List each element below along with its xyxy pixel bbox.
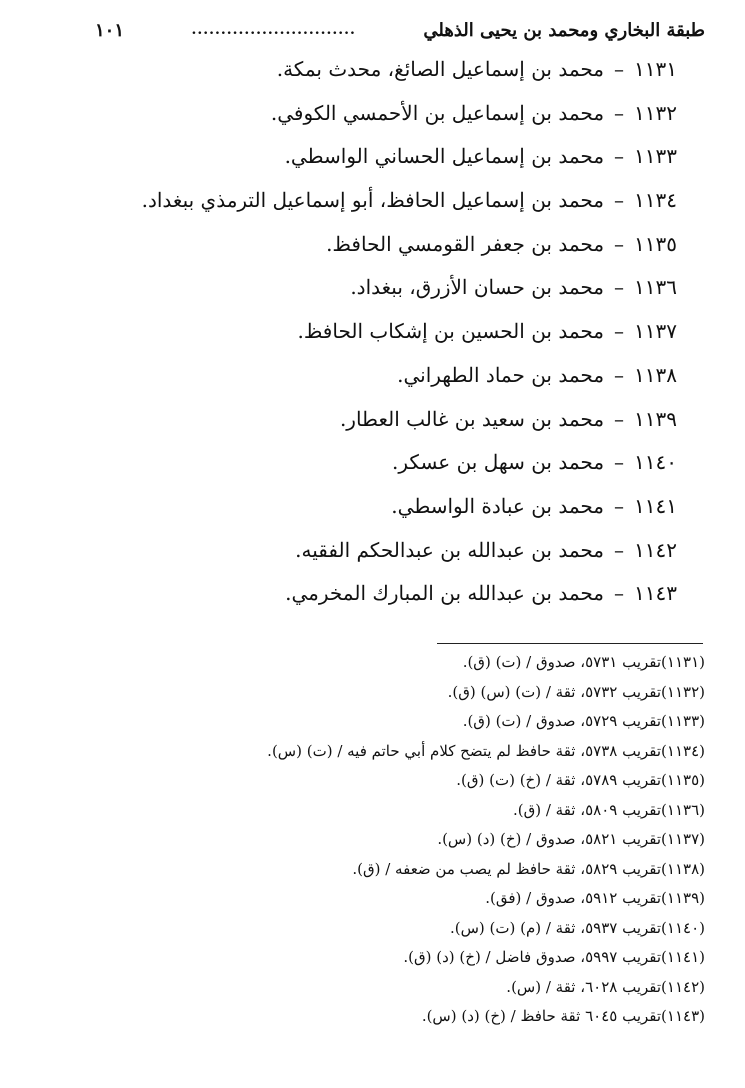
entry-text: محمد بن إسماعيل بن الأحمسي الكوفي.	[270, 100, 605, 125]
entry-dash: –	[614, 537, 625, 562]
list-item	[40, 266, 677, 310]
entry-number: ١١٣٣	[634, 144, 677, 169]
running-title: طبقة البخاري ومحمد بن يحيى الذهلي	[423, 19, 705, 41]
entry-number: ١١٤١	[634, 493, 677, 518]
list-item	[40, 441, 677, 485]
list-item	[40, 179, 677, 223]
entry-dash: –	[614, 493, 625, 518]
list-item	[40, 398, 677, 442]
entry-dash: –	[614, 362, 625, 387]
list-item	[40, 92, 677, 136]
entry-number: ١١٤٠	[634, 450, 677, 475]
page-number: ١٠١	[95, 19, 125, 41]
entry-list	[40, 48, 677, 616]
footnote: (١١٣٥)تقريب ٥٧٨٩، ثقة / (خ) (ت) (ق).	[456, 771, 705, 789]
entry-number: ١١٣٢	[634, 100, 677, 125]
footnote-separator	[437, 643, 703, 644]
entry-text: محمد بن إسماعيل الحافظ، أبو إسماعيل الترمذي ببغداد.	[141, 188, 605, 213]
footnote: (١١٣٣)تقريب ٥٧٢٩، صدوق / (ت) (ق).	[462, 712, 705, 730]
footnote: (١١٣١)تقريب ٥٧٣١، صدوق / (ت) (ق).	[462, 653, 705, 671]
footnote: (١١٤٣)تقريب ٦٠٤٥ ثقة حافظ / (خ) (د) (س).	[421, 1007, 705, 1025]
entry-number: ١١٣٩	[634, 406, 677, 431]
list-item	[40, 310, 677, 354]
entry-number: ١١٤٣	[634, 581, 677, 606]
entry-text: محمد بن الحسين بن إشكاب الحافظ.	[297, 319, 605, 344]
entry-dash: –	[614, 581, 625, 606]
entry-text: محمد بن جعفر القومسي الحافظ.	[326, 231, 605, 256]
list-item	[40, 485, 677, 529]
footnote-list	[40, 648, 705, 1032]
footnote: (١١٤١)تقريب ٥٩٩٧، صدوق فاضل / (خ) (د) (ق).	[403, 948, 705, 966]
entry-text: محمد بن سهل بن عسكر.	[392, 450, 605, 475]
entry-dash: –	[614, 450, 625, 475]
entry-number: ١١٣٥	[634, 231, 677, 256]
entry-dash: –	[614, 188, 625, 213]
page-header	[95, 14, 705, 46]
footnote: (١١٣٩)تقريب ٥٩١٢، صدوق / (فق).	[485, 889, 705, 907]
entry-text: محمد بن سعيد بن غالب العطار.	[339, 406, 605, 431]
entry-text: محمد بن عبدالله بن المبارك المخرمي.	[285, 581, 605, 606]
entry-number: ١١٣٦	[634, 275, 677, 300]
footnote: (١١٣٢)تقريب ٥٧٣٢، ثقة / (ت) (س) (ق).	[447, 682, 705, 701]
entry-number: ١١٣٧	[634, 319, 677, 344]
list-item	[40, 529, 677, 573]
footnote: (١١٣٨)تقريب ٥٨٢٩، ثقة حافظ لم يصب من ضعفه / (ق).	[352, 859, 705, 878]
entry-text: محمد بن حماد الطهراني.	[397, 362, 605, 387]
entry-dash: –	[614, 57, 625, 81]
list-item	[40, 135, 677, 179]
footnote: (١١٤٢)تقريب ٦٠٢٨، ثقة / (س).	[506, 977, 705, 996]
entry-dash: –	[614, 100, 625, 125]
footnote: (١١٣٤)تقريب ٥٧٣٨، ثقة حافظ لم يتضح كلام أبي حاتم فيه / (ت) (س).	[267, 741, 705, 760]
footnote: (١١٤٠)تقريب ٥٩٣٧، ثقة / (م) (ت) (س).	[449, 918, 705, 937]
footnote: (١١٣٦)تقريب ٥٨٠٩، ثقة / (ق).	[512, 800, 705, 819]
entry-dash: –	[614, 319, 625, 344]
entry-text: محمد بن عبدالله بن عبدالحكم الفقيه.	[295, 537, 605, 562]
list-item	[40, 48, 677, 92]
entry-text: محمد بن إسماعيل الصائغ، محدث بمكة.	[276, 57, 605, 81]
entry-dash: –	[614, 144, 625, 169]
list-item	[40, 223, 677, 267]
leader-dots: ............................	[191, 22, 356, 38]
entry-dash: –	[614, 406, 625, 431]
list-item	[40, 572, 677, 616]
list-item	[40, 354, 677, 398]
footnote: (١١٣٧)تقريب ٥٨٢١، صدوق / (خ) (د) (س).	[437, 830, 705, 848]
entry-number: ١١٣٤	[634, 188, 677, 213]
entry-dash: –	[614, 231, 625, 256]
entry-dash: –	[614, 275, 625, 300]
entry-text: محمد بن عبادة الواسطي.	[391, 493, 605, 518]
entry-text: محمد بن إسماعيل الحساني الواسطي.	[284, 144, 605, 169]
entry-number: ١١٤٢	[634, 537, 677, 562]
entry-number: ١١٣٨	[634, 362, 677, 387]
entry-text: محمد بن حسان الأزرق، ببغداد.	[350, 275, 605, 300]
entry-number: ١١٣١	[634, 57, 677, 81]
